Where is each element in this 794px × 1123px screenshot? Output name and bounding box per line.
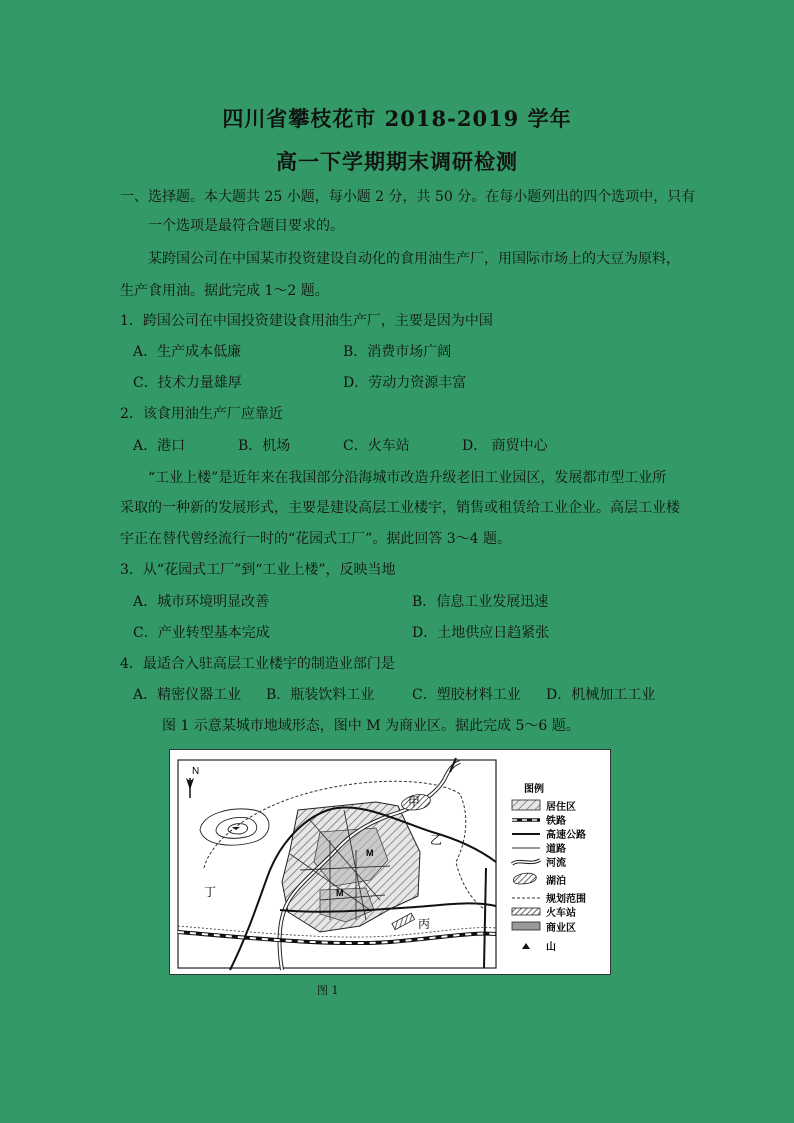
- train-station: [392, 913, 415, 930]
- question-2-option-b: B．机场: [238, 438, 291, 454]
- question-2-option-d: D． 商贸中心: [462, 438, 548, 454]
- legend-highway: 高速公路: [546, 830, 586, 841]
- question-2-option-c: C．火车站: [343, 438, 410, 454]
- question-4-option-b: B．瓶装饮料工业: [266, 687, 375, 703]
- question-4-option-d: D．机械加工工业: [546, 687, 656, 703]
- passage2-line-2: 采取的一种新的发展形式，主要是建设高层工业楼宇，销售或租赁给工业企业。高层工业楼: [120, 500, 680, 516]
- question-4-option-a: A．精密仪器工业: [133, 687, 242, 703]
- label-m-1: M: [366, 848, 374, 858]
- question-1-option-b: B．消费市场广阔: [343, 344, 452, 360]
- north-label: N: [192, 766, 200, 777]
- passage2-line-3: 宇正在替代曾经流行一时的“花园式工厂”。据此回答 3～4 题。: [120, 531, 512, 547]
- section-intro-line-2: 一个选项是最符合题目要求的。: [148, 218, 344, 234]
- question-1-option-d: D．劳动力资源丰富: [343, 375, 467, 391]
- label-yi: 乙: [430, 833, 443, 847]
- question-2-option-a: A．港口: [133, 438, 186, 454]
- passage2-line-1: “工业上楼”是近年来在我国部分沿海城市改造升级老旧工业园区，发展都市型工业所: [148, 470, 667, 486]
- legend-road: 道路: [546, 844, 566, 855]
- passage1-line-1: 某跨国公司在中国某市投资建设自动化的食用油生产厂，用国际市场上的大豆为原料，: [148, 251, 680, 267]
- question-4-stem: 4．最适合入驻高层工业楼宇的制造业部门是: [120, 656, 395, 672]
- label-ding: 丁: [204, 885, 217, 899]
- legend-station: 火车站: [546, 908, 576, 919]
- question-3-option-a: A．城市环境明显改善: [133, 594, 270, 610]
- figure-caption: 图 1: [317, 984, 339, 997]
- legend-residential: 居住区: [546, 802, 576, 813]
- passage1-line-2: 生产食用油。据此完成 1～2 题。: [120, 283, 329, 299]
- question-1-option-a: A．生产成本低廉: [133, 344, 242, 360]
- legend-commercial: 商业区: [546, 923, 576, 934]
- legend-mountain-icon: [522, 943, 530, 949]
- legend-railway: 铁路: [546, 816, 566, 827]
- title-line-2: 高一下学期期末调研检测: [276, 149, 518, 174]
- mountain-peak-icon: [232, 827, 240, 830]
- section-intro-line-1: 一、选择题。本大题共 25 小题，每小题 2 分，共 50 分。在每小题列出的四个选项中，只有: [120, 189, 696, 205]
- legend-river: 河流: [546, 858, 566, 869]
- city-map-svg: [170, 750, 610, 974]
- question-3-option-b: B．信息工业发展迅速: [412, 594, 549, 610]
- title-line-1: 四川省攀枝花市 2018-2019 学年: [222, 106, 572, 131]
- passage3-line-1: 图 1 示意某城市地域形态，图中 M 为商业区。据此完成 5～6 题。: [162, 718, 580, 734]
- question-3-option-d: D．土地供应日趋紧张: [412, 625, 550, 641]
- question-1-option-c: C．技术力量雄厚: [133, 375, 242, 391]
- legend-mountain: 山: [546, 942, 556, 953]
- question-3-option-c: C．产业转型基本完成: [133, 625, 270, 641]
- question-1-stem: 1．跨国公司在中国投资建设食用油生产厂，主要是因为中国: [120, 313, 493, 329]
- question-3-stem: 3．从“花园式工厂”到“工业上楼”，反映当地: [120, 562, 396, 578]
- label-m-2: M: [336, 888, 344, 898]
- legend-lake: 湖泊: [546, 876, 566, 887]
- legend-title: 图例: [524, 784, 544, 795]
- north-arrow-icon: [186, 778, 194, 798]
- map-legend: [512, 782, 586, 953]
- label-jia: 甲: [408, 795, 421, 809]
- city-map-figure: [169, 749, 611, 975]
- question-2-stem: 2．该食用油生产厂应靠近: [120, 406, 283, 422]
- legend-planning: 规划范围: [546, 894, 586, 905]
- label-bing: 丙: [418, 917, 431, 931]
- question-4-option-c: C．塑胶材料工业: [412, 687, 521, 703]
